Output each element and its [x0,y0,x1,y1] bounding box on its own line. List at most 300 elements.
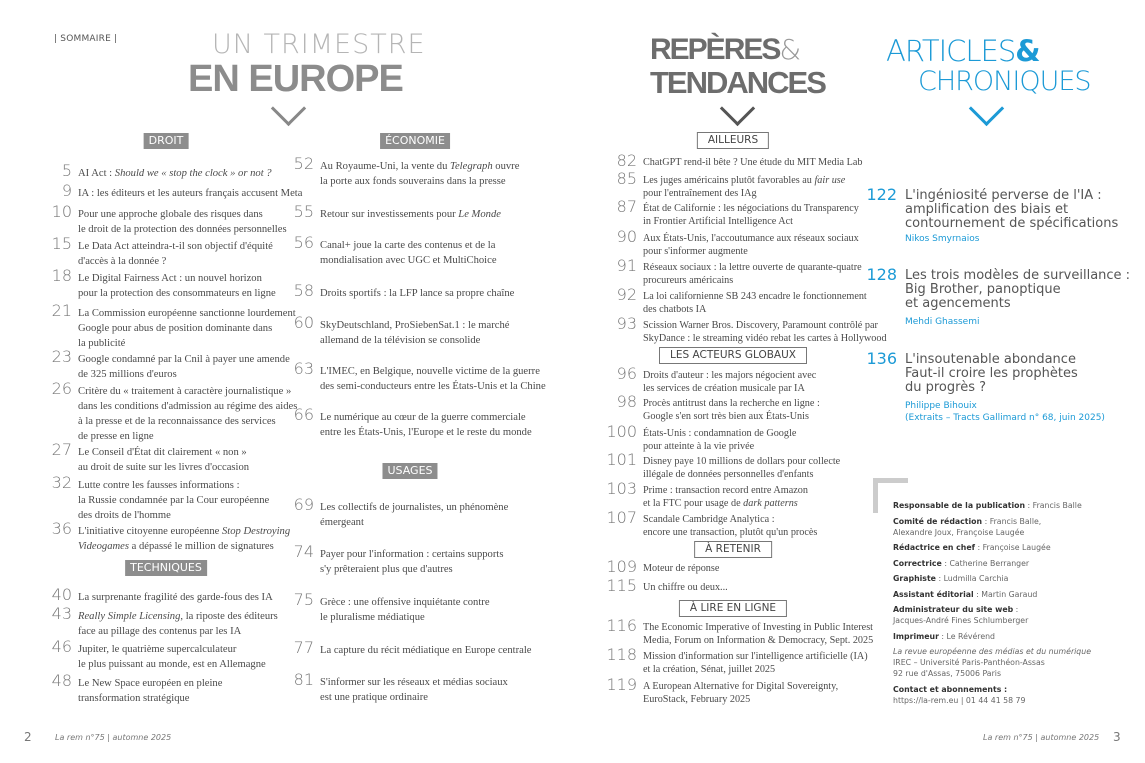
page-number: 103 [606,479,637,498]
title-text: procureurs américains [643,275,734,286]
title-text: les services de création musicale par IA [643,383,805,394]
page-number: 81 [293,670,314,689]
footer-left: La rem n°75 | automne 2025 [55,733,172,742]
credit-role: Comité de rédaction [893,516,983,526]
ampersand: & [779,33,800,66]
entry-title-line [78,239,273,254]
toc-entry[interactable] [293,670,508,705]
credit-row [893,542,1091,553]
toc-entry[interactable] [616,197,859,228]
entry-title-line [320,364,546,379]
toc-entry[interactable] [606,508,818,539]
title-text: L'IMEC, en Belgique, nouvelle victime de la guerre [320,366,540,377]
entry-title-line [78,539,290,554]
page-number: 92 [616,285,637,304]
title-text: L'initiative citoyenne européenne [78,526,222,537]
toc-entry[interactable] [606,422,797,453]
toc-entry[interactable] [606,557,720,576]
address-block [893,646,1091,679]
ampersand: & [1015,34,1040,68]
entry-title-line [643,513,817,526]
title-text: La loi californienne SB 243 encadre le fonctionnement [643,291,867,302]
credit-value: Ludmilla Carchia [943,574,1009,583]
title-text: Google condamné par la Cnil à payer une amende [78,354,290,365]
credit-value-cont: Alexandre Joux, Françoise Laugée [893,527,1025,537]
entry-title-line [320,286,514,301]
toc-entry[interactable] [616,392,820,423]
title-text: ouvre [492,161,520,172]
section-label-ailleurs: AILLEURS [697,132,769,149]
entry-title-line [78,657,266,672]
title-text: SkyDeutschland, ProSiebenSat.1 : le marché [320,320,510,331]
article-entry[interactable] [866,349,1078,395]
entry-title-line [78,286,276,301]
section-label-techniques: TECHNIQUES [125,560,207,576]
toc-entry[interactable] [293,638,532,658]
entry-title-line [643,663,868,676]
entry-title-line [643,397,820,410]
credit-separator: : [982,516,990,526]
credit-line [893,589,1091,600]
credit-value: Francis Balle, [989,516,1042,526]
entry-title-line [78,524,290,539]
page-number: 115 [606,576,637,595]
journal-name: La revue européenne des médias et du numérique [893,647,1091,656]
title-italic: Should we « stop the clock » or not ? [114,168,272,179]
title-text: S'informer sur les réseaux et médias sociaux [320,677,508,688]
article-entry[interactable] [866,185,1119,231]
section-label-droit: DROIT [144,133,189,149]
title-text: Moteur de réponse [643,563,720,574]
credit-role: Correctrice [893,558,942,568]
toc-entry[interactable] [51,637,266,672]
entry-title-line [78,429,297,444]
title-text: pour l'entraînement des IAg [643,188,757,199]
page-number: 60 [293,313,314,332]
credit-line [893,573,1091,584]
title-text: dans les conditions d'admission au régime des aides [78,401,298,412]
page-number: 101 [606,450,637,469]
section-label-acteurs-globaux: LES ACTEURS GLOBAUX [659,347,807,364]
entry-title-line [78,478,269,493]
entry-title-line [643,484,808,497]
article-title-line: du progrès ? [905,380,987,395]
title-text: Réseaux sociaux : la lettre ouverte de quarante-quatre [643,262,862,273]
toc-entry[interactable] [293,233,497,268]
section-title-reperes [650,35,799,65]
toc-entry[interactable] [293,281,515,301]
article-title-line: Big Brother, panoptique [905,282,1061,297]
entry-title-line [78,590,273,605]
address-line: IREC – Université Paris-Panthéon-Assas [893,658,1045,667]
section-label-economie: ÉCONOMIE [380,133,450,149]
toc-entry[interactable] [606,479,808,510]
credit-role: Assistant éditorial [893,589,974,599]
toc-entry[interactable] [293,359,546,394]
toc-entry[interactable] [606,675,839,706]
article-title-line: L'ingéniosité perverse de l'IA : [905,188,1102,203]
page-number: 118 [606,645,637,664]
page-number: 87 [616,197,637,216]
title-text: Scission Warner Bros. Discovery, Paramount contrôlé par [643,320,878,331]
toc-entry[interactable] [293,542,504,577]
article-title-line: et agencements [905,296,1011,311]
page-number: 46 [51,637,72,656]
title-text: Le Digital Fairness Act : un nouvel horizon [78,273,262,284]
credit-line [893,558,1091,569]
entry-title-line [643,526,817,539]
entry-title-line [643,427,796,440]
title-text: des chatbots IA [643,304,707,315]
page-number: 74 [293,542,314,561]
title-text: des semi-conducteurs entre les États-Unis et la Chine [320,381,546,392]
footer-right: La rem n°75 | automne 2025 [983,733,1100,742]
page-number: 43 [51,604,72,623]
page-number: 63 [293,359,314,378]
entry-title-line [643,332,887,345]
entry-title-line [320,500,508,515]
page-number: 109 [606,557,637,576]
entry-title-line [643,468,840,481]
toc-entry[interactable] [606,450,841,481]
page-number: 93 [616,314,637,333]
toc-entry[interactable] [293,405,532,440]
credit-separator: : [938,631,947,641]
entry-title-line [78,306,296,321]
title-text: , la riposte des éditeurs [180,611,278,622]
page-number-right: 3 [1113,730,1121,744]
title-italic: Really Simple Licensing [78,611,181,622]
entry-title-line [78,624,278,639]
entry-title-line [643,303,867,316]
author-line: Mehdi Ghassemi [905,317,980,327]
title-text: AI Act : [78,168,115,179]
section-label-usages: USAGES [382,463,437,479]
toc-entry[interactable] [51,202,287,237]
title-italic: Telegraph [450,161,493,172]
title-text: transformation stratégique [78,693,190,704]
title-text: in Frontier Artificial Intelligence Act [643,216,793,227]
title-text: Le Conseil d'État dit clairement « non » [78,447,247,458]
credit-row [893,516,1091,538]
entry-title-line [78,352,290,367]
title-text: la publicité [78,338,126,349]
entry-title-line [643,215,859,228]
credit-role: Graphiste [893,574,936,583]
toc-entry[interactable] [616,285,867,316]
toc-entry[interactable] [293,495,509,530]
credit-line [893,500,1091,511]
title-text: Grèce : une offensive inquiétante contre [320,597,490,608]
entry-title-line [320,547,503,562]
article-title-line: Faut-il croire les prophètes [905,366,1078,381]
page-number: 116 [606,616,637,635]
credit-line [893,542,1091,553]
entry-title-line [78,493,269,508]
title-text: États-Unis : condamnation de Google [643,428,797,439]
reperes-word: REPÈRES [650,33,780,66]
title-text: Critère du « traitement à caractère journalistique » [78,386,292,397]
title-text: The Economic Imperative of Investing in Public Interest [643,622,873,633]
page-number: 136 [866,349,897,368]
section-label-a-lire-en-ligne: À LIRE EN LIGNE [679,600,787,617]
toc-entry[interactable] [616,364,817,395]
page-number: 48 [51,671,72,690]
author-line: (Extraits – Tracts Gallimard n° 68, juin 2025) [905,413,1105,423]
entry-title-line [78,609,278,624]
article-entry[interactable] [866,265,1131,311]
page-number: 5 [61,161,72,180]
article-title-line: contournement de spécifications [905,216,1119,231]
title-text: Droits d'auteur : les majors négocient avec [643,370,817,381]
credit-value: Catherine Berranger [949,558,1030,568]
toc-entry[interactable] [293,154,520,189]
credit-row [893,631,1091,642]
credit-value: Martin Garaud [981,589,1038,599]
page-number-left: 2 [24,730,32,744]
credit-role: Rédactrice en chef [893,543,976,552]
toc-entry[interactable] [293,590,490,625]
title-text: EuroStack, February 2025 [643,694,751,705]
page-number: 69 [293,495,314,514]
toc-entry[interactable] [51,519,291,554]
toc-entry[interactable] [606,576,728,595]
toc-entry[interactable] [51,440,250,475]
title-text: entre les États-Unis, l'Europe et le reste du monde [320,427,532,438]
toc-entry[interactable] [51,347,290,382]
title-italic: Stop Destroying [221,526,291,537]
title-text: Scandale Cambridge Analytica : [643,514,775,525]
page-number: 18 [51,266,72,285]
title-text: Google s'en sort très bien aux États-Unis [643,411,809,422]
entry-title-line [643,621,873,634]
title-text: État de Californie : les négociations du Transparency [643,203,859,214]
title-text: Droits sportifs : la LFP lance sa propre chaîne [320,288,515,299]
entry-title-line [643,382,816,395]
page-number: 128 [866,265,897,284]
page-number: 90 [616,227,637,246]
section-title-europe: EN EUROPE [188,58,403,100]
title-text: Retour sur investissements pour [320,209,459,220]
page-number: 36 [51,519,72,538]
title-text: La capture du récit médiatique en Europe centrale [320,645,532,656]
title-text: Au Royaume-Uni, la vente du [320,161,451,172]
toc-entry[interactable] [51,379,298,444]
page-number: 85 [616,169,637,188]
title-text: A European Alternative for Digital Sovereignty, [643,681,839,692]
title-text: Les juges américains plutôt favorables au [643,175,815,186]
title-text: Pour une approche globale des risques dans [78,209,263,220]
page-number: 96 [616,364,637,383]
entry-title-line [78,186,302,201]
entry-title-line [78,414,297,429]
title-text: Les collectifs de journalistes, un phénomène [320,502,509,513]
section-title-articles [886,34,1040,68]
section-label-a-retenir: À RETENIR [694,541,772,558]
page-number: 75 [293,590,314,609]
page-number: 27 [51,440,72,459]
entry-title-line [643,455,840,468]
credit-line [893,604,1091,615]
sommaire-label: | SOMMAIRE | [54,34,118,44]
entry-title-line [320,690,508,705]
toc-entry[interactable] [616,314,887,345]
title-text: Media, Forum on Information & Democracy, Sept. 2025 [643,635,874,646]
toc-entry[interactable] [293,202,501,222]
entry-title-line [320,425,532,440]
entry-title-line [643,290,867,303]
credits-block [893,500,1091,710]
page-number: 23 [51,347,72,366]
article-title-line: L'insoutenable abondance [905,352,1076,367]
credit-role: Responsable de la publication [893,501,1026,510]
credit-row [893,558,1091,569]
entry-title-line [78,336,296,351]
title-text: Le numérique au cœur de la guerre commerciale [320,412,526,423]
entry-title-line [78,691,222,706]
title-text: le plus puissant au monde, est en Allemagne [78,659,266,670]
page-number: 9 [61,181,72,200]
toc-entry[interactable] [51,234,273,269]
title-text: Google pour abus de position dominante dans [78,323,273,334]
title-text: Le New Space européen en pleine [78,678,223,689]
contact-value[interactable]: https://la-rem.eu | 01 44 41 58 79 [893,695,1026,705]
entry-title-line [643,497,808,510]
credit-line [893,516,1091,527]
title-text: face au pillage des contenus par les IA [78,626,242,637]
title-text: encore une transaction, plutôt qu'un procès [643,527,818,538]
title-text: Canal+ joue la carte des contenus et de la [320,240,496,251]
page-number: 98 [616,392,637,411]
title-italic: fair use [814,175,846,186]
article-title-line: Les trois modèles de surveillance : [905,268,1131,283]
toc-entry[interactable] [616,151,863,170]
credit-line [893,631,1091,642]
entry-title-line [78,222,287,237]
article-title-line: amplification des biais et [905,202,1069,217]
toc-entry[interactable] [61,161,272,181]
title-text: pour s'informer augmente [643,246,748,257]
entry-title-line [643,693,838,706]
credit-separator: : [941,558,950,568]
credit-row [893,500,1091,511]
page-number: 10 [51,202,72,221]
toc-entry[interactable] [606,616,874,647]
entry-title-line [643,245,859,258]
entry-title-line [78,207,287,222]
page-number: 52 [293,154,314,173]
title-text: est une pratique ordinaire [320,692,428,703]
entry-title-line [643,202,859,215]
contact-label: Contact et abonnements : [893,684,1008,694]
credit-value: Francis Balle [1032,501,1082,510]
entry-title-line [643,581,728,594]
toc-entry[interactable] [51,266,276,301]
entry-title-line [320,238,497,253]
credit-separator: : [1013,605,1019,614]
entry-title-line [320,562,503,577]
title-text: a dépassé le million de signatures [129,541,274,552]
entry-title-line [320,410,532,425]
toc-entry[interactable] [51,604,278,639]
toc-entry[interactable] [51,585,273,605]
entry-title-line [320,174,519,189]
title-text: Un chiffre ou deux... [643,582,728,593]
title-text: pour la protection des consommateurs en ligne [78,288,276,299]
title-text: Mission d'information sur l'intelligence artificielle (IA) [643,651,868,662]
toc-entry[interactable] [51,301,296,351]
toc-entry[interactable] [606,645,868,676]
entry-title-line [643,680,838,693]
entry-title-line [643,319,887,332]
page-number: 32 [51,473,72,492]
title-text: d'accès à la donnée ? [78,256,167,267]
credit-value: Le Révérend [946,631,996,641]
credit-role: Administrateur du site web [893,605,1014,614]
entry-title-line [643,369,816,382]
page-number: 40 [51,585,72,604]
toc-entry[interactable] [51,473,270,523]
entry-title-line [78,166,272,181]
title-text: et la création, Sénat, juillet 2025 [643,664,776,675]
title-text: illégale de données personnelles d'enfants [643,469,814,480]
title-text: le pluralisme médiatique [320,612,425,623]
toc-entry[interactable] [293,313,510,348]
toc-entry[interactable] [616,169,846,200]
entry-title-line [320,515,508,530]
page-number: 55 [293,202,314,221]
toc-entry[interactable] [61,181,303,201]
page-number: 56 [293,233,314,252]
credit-row [893,589,1091,600]
toc-entry[interactable] [616,227,859,258]
entry-title-line [78,445,249,460]
author-line: Philippe Bihouix [905,401,977,411]
page-number: 21 [51,301,72,320]
page-number: 15 [51,234,72,253]
section-title-trimestre: UN TRIMESTRE [212,29,426,60]
entry-title-line [643,410,820,423]
section-title-tendances: TENDANCES [650,65,825,100]
title-text: à la presse et de la reconnaissance des services [78,416,276,427]
title-text: SkyDance : le streaming vidéo rebat les cartes à Hollywood [643,333,887,344]
entry-title-line [78,271,276,286]
toc-entry[interactable] [51,671,223,706]
title-text: IA : les éditeurs et les auteurs français accusent Meta [78,188,303,199]
entry-title-line [320,610,490,625]
page-number: 26 [51,379,72,398]
entry-title-line [320,253,497,268]
title-text: s'y prêteraient plus que d'autres [320,564,453,575]
title-text: Lutte contre les fausses informations : [78,480,240,491]
entry-title-line [320,595,490,610]
entry-title-line [320,675,508,690]
credit-role: Imprimeur [893,631,939,641]
title-italic: dark patterns [743,498,798,509]
toc-entry[interactable] [616,256,862,287]
credit-separator: : [975,543,983,552]
credit-separator: : [935,574,944,583]
entry-title-line [320,207,501,222]
section-title-chroniques: CHRONIQUES [918,66,1091,97]
entry-title-line [78,642,266,657]
entry-title-line [643,562,719,575]
entry-title-line [78,367,290,382]
entry-title-line [320,333,509,348]
entry-title-line [78,384,297,399]
title-text: émergeant [320,517,364,528]
title-text: Le Data Act atteindra-t-il son objectif d'équité [78,241,273,252]
